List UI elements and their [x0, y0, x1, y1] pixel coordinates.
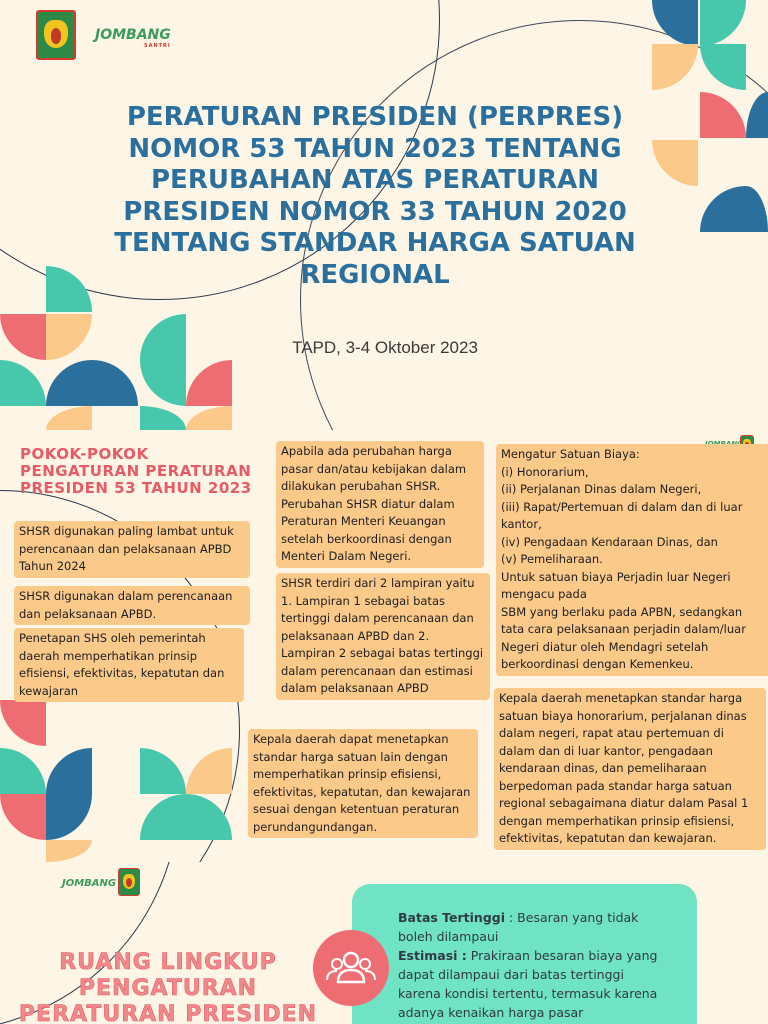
- term-text: : Besaran yang tidak boleh dilampaui: [398, 910, 639, 944]
- jombang-brand-logo: JOMBANG SANTRI: [95, 27, 171, 49]
- info-text: Untuk satuan biaya Perjadin luar Negeri mengacu pada: [501, 569, 731, 601]
- decor-tile: [46, 360, 92, 406]
- page-subtitle: TAPD, 3-4 Oktober 2023: [292, 338, 478, 357]
- page-title: PERATURAN PRESIDEN (PERPRES) NOMOR 53 TAHUN 2023 TENTANG PERUBAHAN ATAS PERATURAN PRESIDEN NOMOR 33 TAHUN 2020 TENTANG STANDAR HARGA SATUAN REGIONAL: [114, 102, 636, 290]
- slide-cover: [0, 0, 768, 430]
- info-text: (i) Honorarium,: [501, 464, 589, 479]
- section-heading: RUANG LINGKUP PENGATURAN PERATURAN PRESIDEN: [18, 950, 318, 1024]
- info-text: SHSR digunakan dalam perencanaan dan pelaksanaan APBD.: [19, 589, 233, 621]
- decor-tile: [46, 314, 92, 360]
- info-text: Kepala daerah menetapkan standar harga satuan biaya honorarium, perjalanan dinas dalam negeri, rapat atau pertemuan di dalam dan di luar kantor, pengadaan kendaraan dinas, dan pemeliharaan berpedoman pada standar harga satuan regional sebagaimana diatur dalam Pasal 1 dengan memperhatikan prinsip efisiensi, efektivitas, kepatutan dan kewajaran.: [499, 691, 749, 845]
- info-text: (iv) Pengadaan Kendaraan Dinas, dan: [501, 534, 718, 549]
- info-text: (iii) Rapat/Pertemuan di dalam dan di luar kantor,: [501, 499, 743, 531]
- jombang-seal-logo: [36, 10, 76, 60]
- decor-tile: [186, 406, 232, 430]
- info-text: Apabila ada perubahan harga pasar dan/atau kebijakan dalam dilakukan perubahan SHSR. Perubahan SHSR diatur dalam Peraturan Menteri Keuangan setelah berkoordinasi dengan Menteri Dalam Negeri.: [281, 444, 467, 563]
- decor-tile: [92, 360, 138, 406]
- term-text: Prakiraan besaran biaya yang dapat dilampaui dari batas tertinggi karena kondisi tertentu, termasuk karena adanya kenaikan harga pasar: [398, 948, 658, 1020]
- decor-tile: [186, 360, 232, 406]
- term-label: Batas Tertinggi: [398, 910, 506, 925]
- jombang-brand-logo: JOMBANG: [62, 878, 117, 889]
- decor-tile: [0, 360, 46, 406]
- info-box: [14, 521, 250, 578]
- info-text: Penetapan SHS oleh pemerintah daerah memperhatikan prinsip efisiensi, efektivitas, kepatutan dan kewajaran: [19, 631, 225, 698]
- decor-tile: [700, 0, 746, 46]
- decor-tile: [0, 314, 46, 360]
- info-text: Kepala daerah dapat menetapkan standar harga satuan lain dengan memperhatikan prinsip efisiensi, efektivitas, kepatutan, dan kewajaran sesuai dengan ketentuan peraturan perundangundangan.: [253, 732, 471, 834]
- info-box: [276, 441, 484, 568]
- decor-tile: [140, 314, 186, 360]
- info-box: [14, 628, 244, 702]
- info-text: (v) Pemeliharaan.: [501, 552, 603, 566]
- info-box-satuan-biaya: [496, 444, 768, 676]
- info-box: [276, 573, 490, 700]
- info-box: [494, 688, 766, 850]
- info-text: SHSR terdiri dari 2 lampiran yaitu 1. Lampiran 1 sebagai batas tertinggi dalam perencanaan dan pelaksanaan APBD dan 2. Lampiran 2 sebagai batas tertinggi dalam perencanaan dan estimasi dalam pelaksanaan APBD: [281, 576, 484, 695]
- decor-tile: [46, 406, 92, 430]
- section-heading: POKOK-POKOK PENGATURAN PERATURAN PRESIDEN 53 TAHUN 2023: [20, 445, 252, 497]
- term-label: Estimasi :: [398, 948, 467, 963]
- info-text: SBM yang berlaku pada APBN, sedangkan tata cara pelaksanaan perjadin dalam/luar Negeri diatur oleh Mendagri setelah berkoordinasi dengan Kemenkeu.: [501, 604, 746, 671]
- brand-sub-text: SANTRI: [143, 43, 171, 49]
- info-box: [248, 729, 478, 838]
- definition-text: [398, 908, 668, 1022]
- decor-tile: [140, 360, 186, 406]
- people-icon: [313, 930, 389, 1006]
- decor-tile: [140, 406, 186, 430]
- info-text: Mengatur Satuan Biaya:: [501, 447, 640, 461]
- info-text: (ii) Perjalanan Dinas dalam Negeri,: [501, 482, 702, 496]
- info-box: [14, 586, 250, 625]
- jombang-seal-logo: [118, 868, 140, 896]
- info-text: SHSR digunakan paling lambat untuk perencanaan dan pelaksanaan APBD Tahun 2024: [19, 524, 234, 573]
